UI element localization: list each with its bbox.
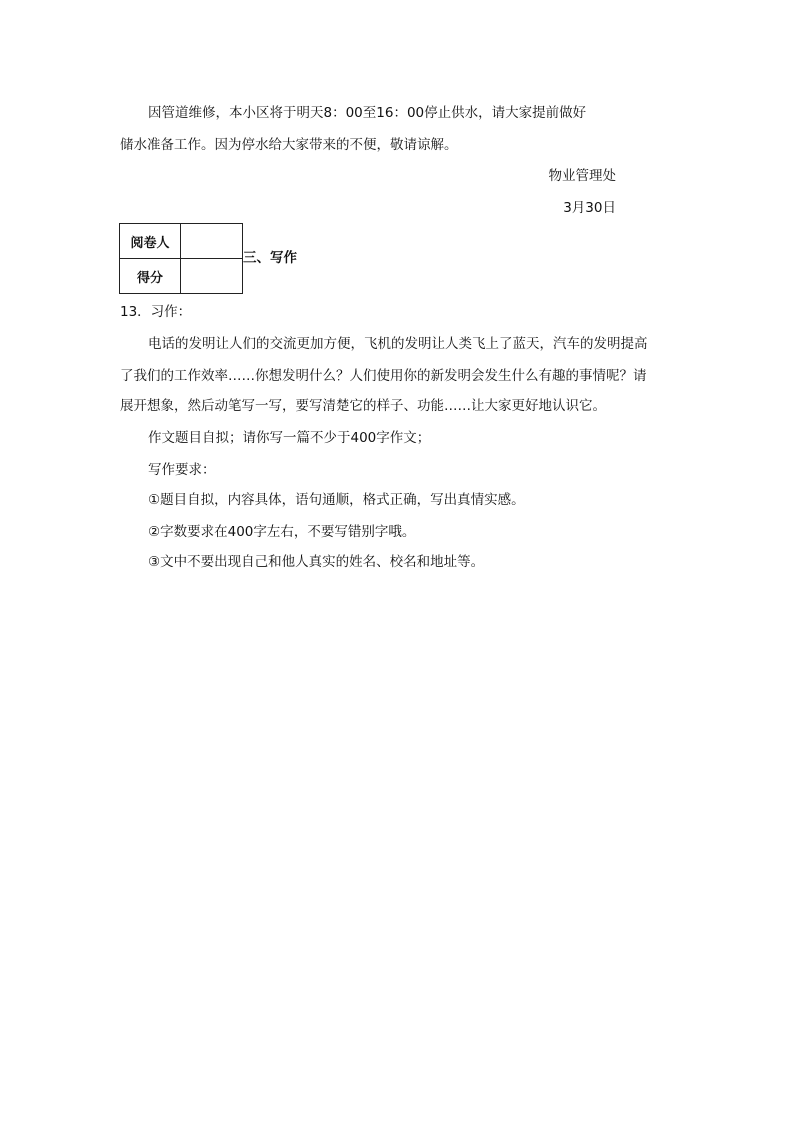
notice-line-2: 储水准备工作。因为停水给大家带来的不便，敬请谅解。: [120, 137, 458, 153]
requirements-title: 写作要求：: [148, 462, 216, 478]
requirement-item-3: ③文中不要出现自己和他人真实的姓名、校名和地址等。: [148, 554, 485, 570]
question-task: 作文题目自拟；请你写一篇不少于400字作文；: [148, 430, 431, 446]
score-label: 得分: [120, 259, 181, 294]
question-number-title: 13．习作：: [120, 304, 192, 320]
question-prompt-line-2: 了我们的工作效率……你想发明什么？人们使用你的新发明会发生什么有趣的事情呢？请: [120, 368, 647, 384]
requirement-item-1: ①题目自拟，内容具体，语句通顺，格式正确，写出真情实感。: [148, 492, 525, 508]
reviewer-label: 阅卷人: [120, 224, 181, 259]
reviewer-cell: [181, 224, 243, 259]
requirement-item-2: ②字数要求在400字左右，不要写错别字哦。: [148, 524, 416, 540]
question-prompt-line-1: 电话的发明让人们的交流更加方便，飞机的发明让人类飞上了蓝天，汽车的发明提高: [148, 336, 648, 352]
notice-signature: 物业管理处: [548, 168, 616, 184]
notice-date: 3月30日: [563, 200, 616, 216]
notice-line-1: 因管道维修，本小区将于明天8：00至16：00停止供水，请大家提前做好: [148, 105, 587, 121]
section-title: 三、写作: [243, 250, 297, 266]
score-cell: [181, 259, 243, 294]
score-table: [119, 223, 243, 294]
question-prompt-line-3: 展开想象，然后动笔写一写，要写清楚它的样子、功能……让大家更好地认识它。: [120, 398, 606, 414]
